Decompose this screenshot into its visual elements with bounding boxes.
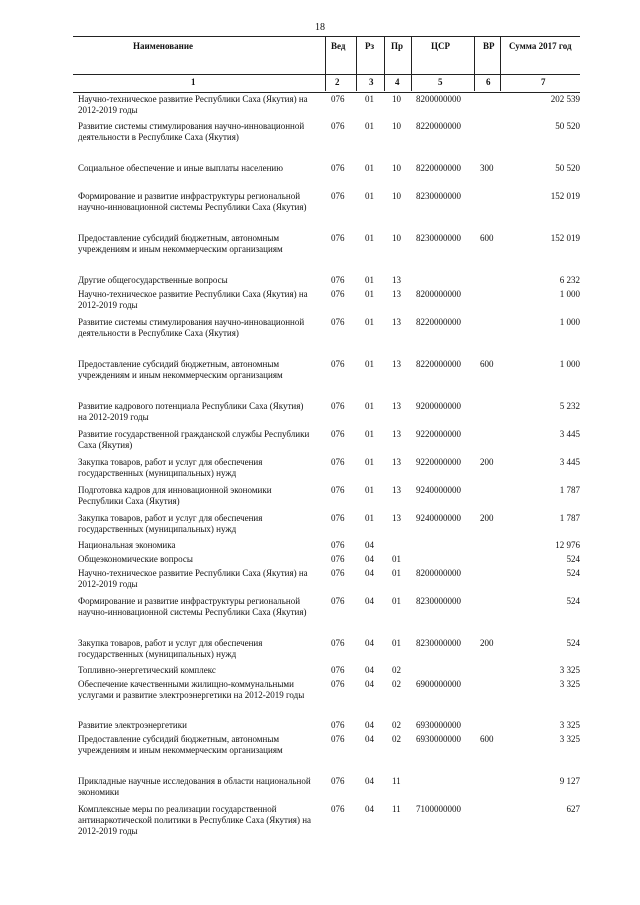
- cell-ved: 076: [331, 679, 345, 689]
- cell-pr: 01: [392, 638, 401, 648]
- cell-pr: 02: [392, 734, 401, 744]
- cell-pr: 13: [392, 457, 401, 467]
- cell-sum: 6 232: [559, 275, 580, 285]
- cell-rz: 04: [365, 638, 374, 648]
- cell-sum: 3 325: [559, 679, 580, 689]
- cell-ved: 076: [331, 275, 345, 285]
- cell-rz: 01: [365, 457, 374, 467]
- cell-pr: 10: [392, 94, 401, 104]
- cell-ved: 076: [331, 121, 345, 131]
- cell-rz: 01: [365, 121, 374, 131]
- cell-ved: 076: [331, 804, 345, 814]
- cell-name: Развитие кадрового потенциала Республики Саха (Якутия) на 2012-2019 годы: [78, 401, 304, 422]
- cell-ved: 076: [331, 359, 345, 369]
- header-pr: Пр: [391, 41, 404, 51]
- cell-sum: 3 325: [559, 665, 580, 675]
- cell-rz: 04: [365, 665, 374, 675]
- cell-ved: 076: [331, 776, 345, 786]
- cell-pr: 13: [392, 289, 401, 299]
- cell-pr: 11: [392, 776, 401, 786]
- cell-name: Формирование и развитие инфраструктуры региональной научно-инновационной системы Республики Саха (Якутия): [78, 191, 307, 212]
- cell-rz: 04: [365, 540, 374, 550]
- cell-pr: 10: [392, 121, 401, 131]
- cell-pr: 10: [392, 191, 401, 201]
- cell-ved: 076: [331, 720, 345, 730]
- cell-rz: 04: [365, 804, 374, 814]
- cell-ved: 076: [331, 401, 345, 411]
- column-number-row: [73, 74, 580, 91]
- cell-csr: 8220000000: [416, 359, 461, 369]
- cell-csr: 8230000000: [416, 191, 461, 201]
- cell-name: Комплексные меры по реализации государственной антинаркотической политики в Республике Саха (Якутия) на 2012-2019 годы: [78, 804, 312, 836]
- cell-pr: 02: [392, 665, 401, 675]
- cell-rz: 01: [365, 233, 374, 243]
- cell-pr: 10: [392, 233, 401, 243]
- cell-name: Предоставление субсидий бюджетным, автономным учреждениям и иным некоммерческим организациям: [78, 734, 283, 755]
- cell-sum: 152 019: [550, 233, 580, 243]
- cell-rz: 01: [365, 485, 374, 495]
- cell-ved: 076: [331, 163, 345, 173]
- cell-csr: 9240000000: [416, 485, 461, 495]
- column-divider: [411, 36, 412, 91]
- cell-rz: 01: [365, 429, 374, 439]
- cell-rz: 04: [365, 720, 374, 730]
- column-number: 3: [369, 77, 374, 87]
- cell-ved: 076: [331, 638, 345, 648]
- cell-sum: 3 325: [559, 734, 580, 744]
- cell-vr: 300: [480, 163, 494, 173]
- cell-sum: 5 232: [559, 401, 580, 411]
- cell-sum: 50 520: [555, 121, 580, 131]
- column-number: 6: [486, 77, 491, 87]
- cell-rz: 04: [365, 734, 374, 744]
- cell-name: Предоставление субсидий бюджетным, автономным учреждениям и иным некоммерческим организациям: [78, 359, 283, 380]
- cell-vr: 600: [480, 734, 494, 744]
- column-divider: [325, 36, 326, 91]
- cell-sum: 524: [566, 638, 580, 648]
- cell-csr: 9240000000: [416, 513, 461, 523]
- cell-rz: 01: [365, 317, 374, 327]
- cell-name: Топливно-энергетический комплекс: [78, 665, 216, 675]
- cell-pr: 11: [392, 804, 401, 814]
- cell-rz: 04: [365, 554, 374, 564]
- column-divider: [474, 36, 475, 91]
- cell-csr: 8230000000: [416, 233, 461, 243]
- cell-sum: 524: [566, 554, 580, 564]
- cell-pr: 01: [392, 554, 401, 564]
- cell-pr: 13: [392, 359, 401, 369]
- column-number: 5: [438, 77, 443, 87]
- cell-sum: 524: [566, 568, 580, 578]
- cell-csr: 9220000000: [416, 457, 461, 467]
- cell-sum: 1 000: [559, 317, 580, 327]
- cell-sum: 202 539: [550, 94, 580, 104]
- cell-sum: 3 445: [559, 457, 580, 467]
- column-divider: [356, 36, 357, 91]
- cell-pr: 13: [392, 429, 401, 439]
- cell-ved: 076: [331, 734, 345, 744]
- cell-name: Развитие системы стимулирования научно-инновационной деятельности в Республике Саха (Якутия): [78, 121, 305, 142]
- cell-vr: 200: [480, 513, 494, 523]
- cell-csr: 8220000000: [416, 317, 461, 327]
- cell-csr: 6930000000: [416, 734, 461, 744]
- cell-name: Подготовка кадров для инновационной экономики Республики Саха (Якутия): [78, 485, 272, 506]
- cell-name: Формирование и развитие инфраструктуры региональной научно-инновационной системы Республики Саха (Якутия): [78, 596, 307, 617]
- cell-csr: 8230000000: [416, 596, 461, 606]
- cell-name: Социальное обеспечение и иные выплаты населению: [78, 163, 283, 173]
- cell-name: Научно-техническое развитие Республики Саха (Якутия) на 2012-2019 годы: [78, 289, 308, 310]
- cell-pr: 13: [392, 513, 401, 523]
- cell-name: Закупка товаров, работ и услуг для обеспечения государственных (муниципальных) нужд: [78, 513, 263, 534]
- cell-pr: 02: [392, 720, 401, 730]
- cell-csr: 8220000000: [416, 163, 461, 173]
- cell-rz: 01: [365, 359, 374, 369]
- cell-csr: 9220000000: [416, 429, 461, 439]
- cell-rz: 04: [365, 679, 374, 689]
- header-vr: ВР: [483, 41, 495, 51]
- cell-name: Обеспечение качественными жилищно-коммунальными услугами и развитие электроэнергетики на 2012-2019 годы: [78, 679, 305, 700]
- cell-ved: 076: [331, 513, 345, 523]
- cell-sum: 1 000: [559, 359, 580, 369]
- cell-csr: 8200000000: [416, 94, 461, 104]
- column-divider: [500, 36, 501, 91]
- column-number: 1: [191, 77, 196, 87]
- cell-sum: 1 787: [559, 485, 580, 495]
- cell-name: Закупка товаров, работ и услуг для обеспечения государственных (муниципальных) нужд: [78, 638, 263, 659]
- cell-csr: 9200000000: [416, 401, 461, 411]
- header-name: Наименование: [133, 41, 193, 51]
- column-divider: [384, 36, 385, 91]
- cell-name: Предоставление субсидий бюджетным, автономным учреждениям и иным некоммерческим организациям: [78, 233, 283, 254]
- cell-pr: 02: [392, 679, 401, 689]
- cell-csr: 7100000000: [416, 804, 461, 814]
- column-number: 2: [335, 77, 340, 87]
- cell-name: Развитие государственной гражданской службы Республики Саха (Якутия): [78, 429, 310, 450]
- cell-rz: 04: [365, 776, 374, 786]
- cell-sum: 3 445: [559, 429, 580, 439]
- column-number: 4: [395, 77, 400, 87]
- cell-ved: 076: [331, 665, 345, 675]
- cell-sum: 12 976: [555, 540, 580, 550]
- cell-rz: 04: [365, 596, 374, 606]
- cell-rz: 01: [365, 513, 374, 523]
- cell-sum: 1 787: [559, 513, 580, 523]
- cell-vr: 600: [480, 233, 494, 243]
- cell-ved: 076: [331, 457, 345, 467]
- cell-pr: 01: [392, 596, 401, 606]
- cell-rz: 01: [365, 275, 374, 285]
- cell-name: Прикладные научные исследования в области национальной экономики: [78, 776, 311, 797]
- cell-sum: 627: [566, 804, 580, 814]
- cell-pr: 10: [392, 163, 401, 173]
- cell-rz: 01: [365, 94, 374, 104]
- cell-pr: 01: [392, 568, 401, 578]
- cell-csr: 8200000000: [416, 289, 461, 299]
- cell-sum: 524: [566, 596, 580, 606]
- cell-csr: 6900000000: [416, 679, 461, 689]
- cell-rz: 01: [365, 401, 374, 411]
- cell-csr: 8200000000: [416, 568, 461, 578]
- cell-ved: 076: [331, 568, 345, 578]
- cell-name: Закупка товаров, работ и услуг для обеспечения государственных (муниципальных) нужд: [78, 457, 263, 478]
- cell-csr: 6930000000: [416, 720, 461, 730]
- cell-pr: 13: [392, 485, 401, 495]
- cell-ved: 076: [331, 596, 345, 606]
- cell-rz: 04: [365, 568, 374, 578]
- cell-rz: 01: [365, 289, 374, 299]
- cell-sum: 1 000: [559, 289, 580, 299]
- cell-sum: 50 520: [555, 163, 580, 173]
- cell-name: Развитие системы стимулирования научно-инновационной деятельности в Республике Саха (Якутия): [78, 317, 305, 338]
- cell-name: Научно-техническое развитие Республики Саха (Якутия) на 2012-2019 годы: [78, 94, 308, 115]
- cell-ved: 076: [331, 289, 345, 299]
- cell-name: Научно-техническое развитие Республики Саха (Якутия) на 2012-2019 годы: [78, 568, 308, 589]
- cell-ved: 076: [331, 94, 345, 104]
- header-rz: Рз: [365, 41, 375, 51]
- cell-name: Общеэкономические вопросы: [78, 554, 193, 564]
- cell-ved: 076: [331, 554, 345, 564]
- cell-ved: 076: [331, 429, 345, 439]
- header-csr: ЦСР: [431, 41, 450, 51]
- cell-vr: 600: [480, 359, 494, 369]
- cell-pr: 13: [392, 317, 401, 327]
- cell-ved: 076: [331, 317, 345, 327]
- header-ved: Вед: [331, 41, 346, 51]
- column-number: 7: [541, 77, 546, 87]
- cell-name: Другие общегосударственные вопросы: [78, 275, 228, 285]
- cell-pr: 13: [392, 275, 401, 285]
- cell-rz: 01: [365, 191, 374, 201]
- cell-ved: 076: [331, 233, 345, 243]
- cell-pr: 13: [392, 401, 401, 411]
- cell-csr: 8220000000: [416, 121, 461, 131]
- cell-rz: 01: [365, 163, 374, 173]
- cell-name: Развитие электроэнергетики: [78, 720, 187, 730]
- cell-csr: 8230000000: [416, 638, 461, 648]
- cell-sum: 3 325: [559, 720, 580, 730]
- cell-sum: 152 019: [550, 191, 580, 201]
- cell-vr: 200: [480, 638, 494, 648]
- cell-ved: 076: [331, 485, 345, 495]
- cell-sum: 9 127: [559, 776, 580, 786]
- cell-vr: 200: [480, 457, 494, 467]
- page-number: 18: [315, 22, 325, 33]
- cell-name: Национальная экономика: [78, 540, 176, 550]
- cell-ved: 076: [331, 540, 345, 550]
- cell-ved: 076: [331, 191, 345, 201]
- header-sum: Сумма 2017 год: [509, 41, 572, 51]
